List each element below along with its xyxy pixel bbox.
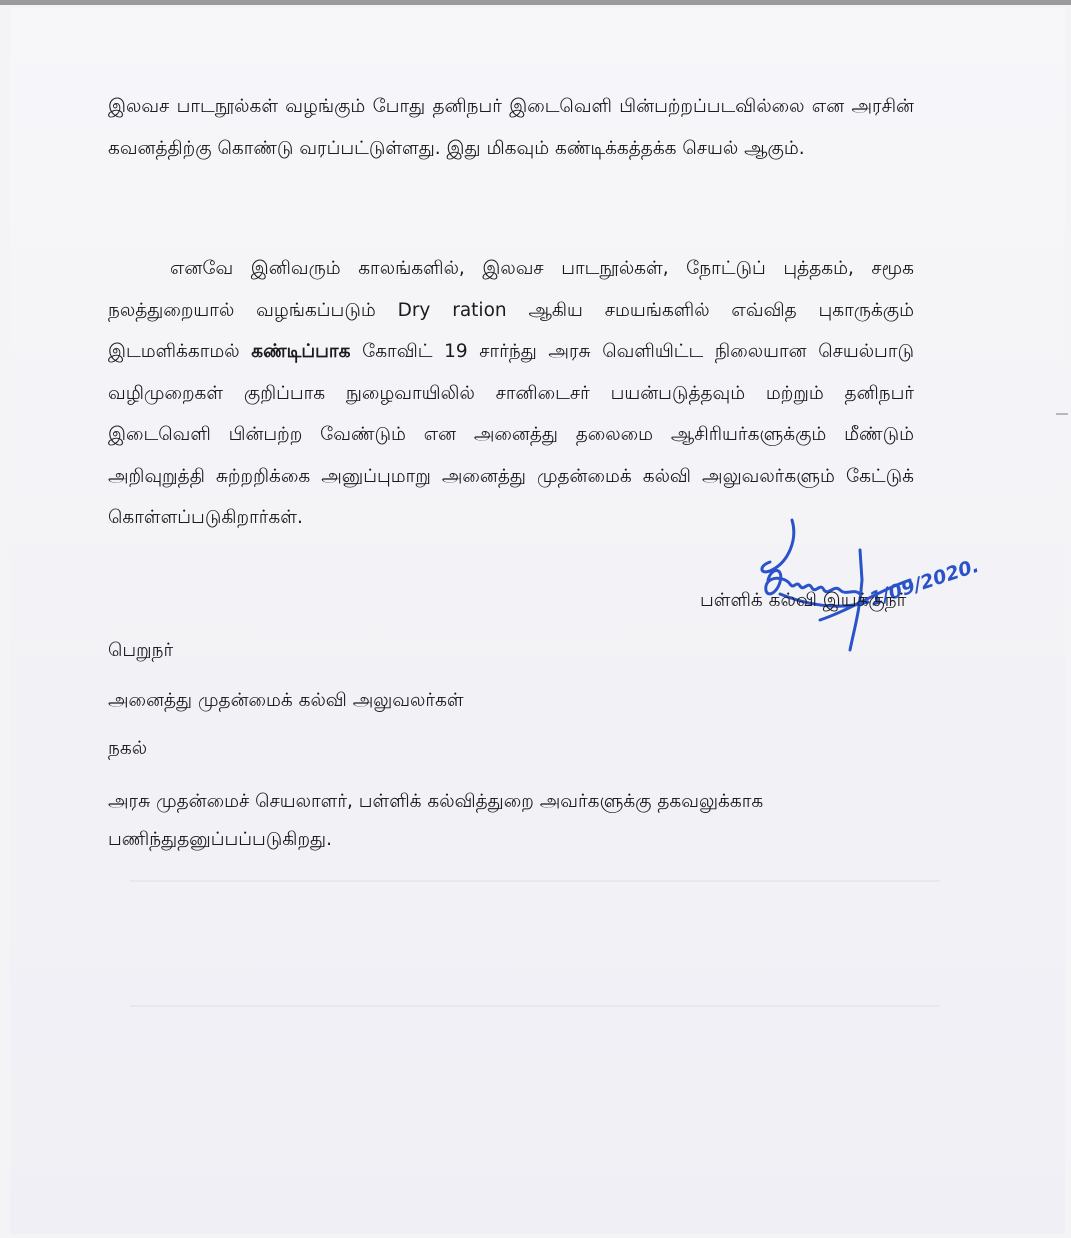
show-through-line xyxy=(130,880,940,882)
show-through-line xyxy=(130,1005,940,1007)
paragraph-2-part-b: கோவிட் 19 சார்ந்து அரசு வெளியிட்ட நிலையான செயல்பாடு வழிமுறைகள் குறிப்பாக நுழைவாயிலில் சானிடைசர் பயன்படுத்தவும் மற்றும் தனிநபர் இடைவெளி பின்பற்ற வேண்டும் என அனைத்து தலைமை ஆசிரியர்களுக்கும் மீண்டும் அறிவுறுத்தி சுற்றறிக்கை அனுப்புமாறு அனைத்து முதன்மைக் கல்வி அலுவலர்களும் கேட்டுக் கொள்ளப்படுகிறார்கள். xyxy=(108,341,914,528)
recipient-label: பெறுநர் xyxy=(108,640,174,661)
signature-graphic xyxy=(750,510,1020,660)
copy-label: நகல் xyxy=(108,738,148,759)
top-edge-bar xyxy=(0,0,1071,5)
signature-date: 1/09/2020. xyxy=(866,554,982,611)
recipient-value: அனைத்து முதன்மைக் கல்வி அலுவலர்கள் xyxy=(108,690,464,711)
copy-value: அரசு முதன்மைச் செயலாளர், பள்ளிக் கல்வித்துறை அவர்களுக்கு தகவலுக்காக பணிந்துதனுப்பப்படுகிறது. xyxy=(108,791,764,850)
paragraph-2-part-a: எனவே இனிவரும் காலங்களில், இலவச பாடநூல்கள், நோட்டுப் புத்தகம், சமூக நலத்துறையால் வழங்கப்படும் Dry ration ஆகிய சமயங்களில் எவ்வித புகாருக்கும் இடமளிக்காமல் xyxy=(108,258,914,362)
paragraph-1: இலவச பாடநூல்கள் வழங்கும் போது தனிநபர் இடைவெளி பின்பற்றப்படவில்லை என அரசின் கவனத்திற்கு கொண்டு வரப்பட்டுள்ளது. இது மிகவும் கண்டிக்கத்தக்க செயல் ஆகும். xyxy=(108,96,914,159)
paragraph-2-emphasis: கண்டிப்பாக xyxy=(251,341,351,362)
signatory-title: பள்ளிக் கல்வி இயக்குநர் xyxy=(700,590,907,611)
paragraph-2 xyxy=(108,248,914,539)
edge-mark xyxy=(1056,413,1068,415)
